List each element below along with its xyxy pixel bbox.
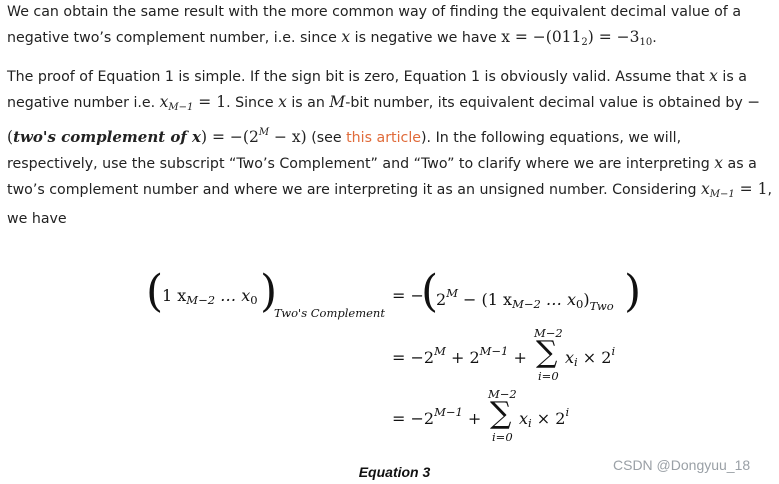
lhs-close-paren: ) [260,266,278,317]
row2-body: = $-2^M + 2^{M-1}$ + [392,344,527,367]
row2-sum-body: xi × $2^i$ [565,344,616,369]
watermark: CSDN @Dongyuu_18 [613,457,751,473]
row1-close-paren: ) [624,266,642,317]
row1-equals: = − [392,286,424,305]
equation-caption: Equation 3 [358,464,431,480]
row3-sum-lower: i=0 [492,430,513,444]
article-link[interactable]: this article [346,130,422,146]
row2-sum-lower: i=0 [538,369,559,383]
row1-body: $2^M - (1$ xM−2 … $x0)_{Two}$ [436,286,614,313]
row3-body: = $-2^{M-1}$ + [392,405,482,428]
inline-equation: $x = -(011_2) = -3_{10}$ [501,28,653,48]
lhs-subscript-label: Two's Complement [274,306,385,320]
row2-sum-upper: M−2 [534,326,563,340]
row1-open-paren: ( [421,266,439,317]
lhs-bits: 1 xM−2 … x0 [162,286,258,307]
row3-sigma: ∑ [490,396,512,431]
row3-sum-body: xi × $2^i$ [519,405,570,430]
row3-sum-upper: M−2 [488,387,517,401]
row2-sigma: ∑ [536,335,558,370]
paragraph-proof: The proof of Equation 1 is simple. If the sign bit is zero, Equation 1 is obviously valid. Assume that x is a negative number i.e. $x_{M-1} = 1$. Since x is an M-bit number, its equivalent decimal value is obtained by −(two's complement of $x) = -(2^M - x)$ (see this article). In the following equations, we will, respectively, use the subscript “Two’s Complement” and “Two” to clarify where we are interpreting x as a two’s complement number and where we are interpreting it as an unsigned number. Considering $x_{M-1} = 1$, we have [7,67,772,227]
paragraph-intro: We can obtain the same result with the more common way of finding the equivalent decimal value of a negative two’s complement number, i.e. since x is negative we have $x = -(011_2) = -3_{10}$. [7,4,742,48]
lhs-open-paren: ( [146,266,164,317]
